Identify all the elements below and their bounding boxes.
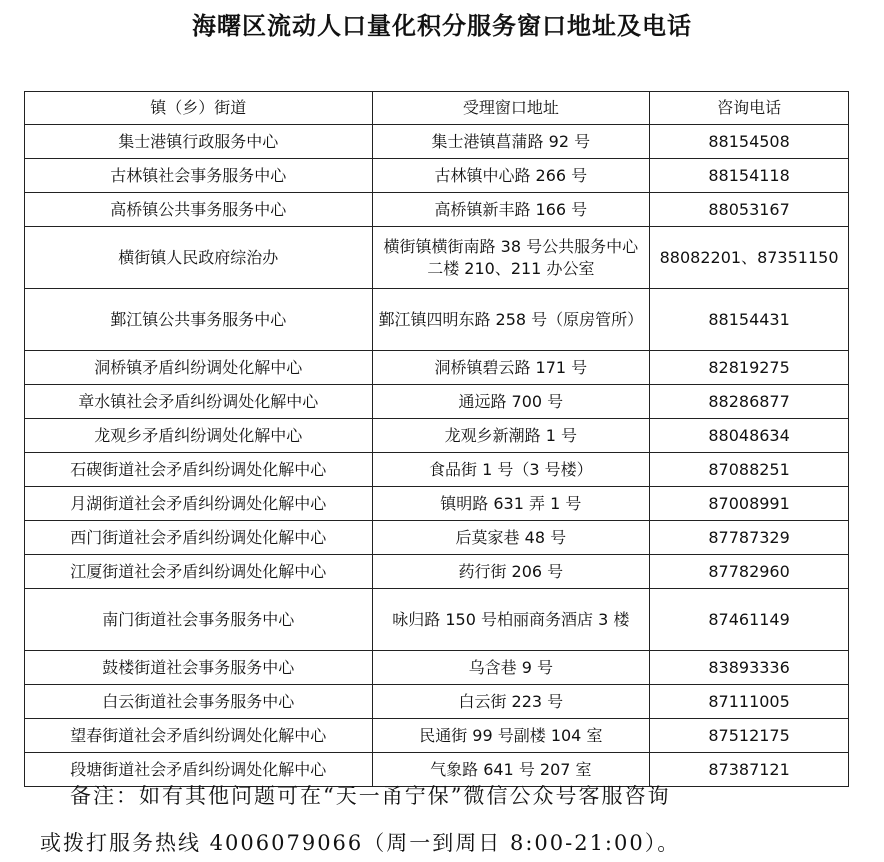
cell-town: 西门街道社会矛盾纠纷调处化解中心: [25, 521, 373, 555]
cell-address: 集士港镇菖蒲路 92 号: [372, 125, 650, 159]
cell-phone: 88154431: [650, 289, 849, 351]
cell-town: 江厦街道社会矛盾纠纷调处化解中心: [25, 555, 373, 589]
cell-town: 古林镇社会事务服务中心: [25, 159, 373, 193]
cell-phone: 87512175: [650, 719, 849, 753]
table-row: [25, 289, 849, 351]
cell-town: 龙观乡矛盾纠纷调处化解中心: [25, 419, 373, 453]
window-address-table: [24, 91, 849, 787]
note-line-1: 备注：如有其他问题可在“天一甬宁保”微信公众号客服咨询: [70, 784, 671, 808]
cell-address: 气象路 641 号 207 室: [372, 753, 650, 787]
table-row: [25, 521, 849, 555]
cell-phone: 88154508: [650, 125, 849, 159]
table-row: [25, 555, 849, 589]
table-row: [25, 385, 849, 419]
cell-phone: 87111005: [650, 685, 849, 719]
cell-address: 通远路 700 号: [372, 385, 650, 419]
cell-phone: 88154118: [650, 159, 849, 193]
cell-address: 民通街 99 号副楼 104 室: [372, 719, 650, 753]
cell-town: 望春街道社会矛盾纠纷调处化解中心: [25, 719, 373, 753]
cell-phone: 88082201、87351150: [650, 227, 849, 289]
cell-address: 高桥镇新丰路 166 号: [372, 193, 650, 227]
cell-town: 鄞江镇公共事务服务中心: [25, 289, 373, 351]
cell-address: 洞桥镇碧云路 171 号: [372, 351, 650, 385]
page-title: 海曙区流动人口量化积分服务窗口地址及电话: [192, 11, 692, 40]
table-row: [25, 159, 849, 193]
cell-town: 白云街道社会事务服务中心: [25, 685, 373, 719]
cell-town: 月湖街道社会矛盾纠纷调处化解中心: [25, 487, 373, 521]
table-row: [25, 351, 849, 385]
cell-address: 龙观乡新潮路 1 号: [372, 419, 650, 453]
cell-town: 南门街道社会事务服务中心: [25, 589, 373, 651]
cell-town: 高桥镇公共事务服务中心: [25, 193, 373, 227]
table-row: [25, 227, 849, 289]
cell-phone: 83893336: [650, 651, 849, 685]
cell-town: 洞桥镇矛盾纠纷调处化解中心: [25, 351, 373, 385]
cell-address: 乌含巷 9 号: [372, 651, 650, 685]
table-row: [25, 719, 849, 753]
cell-address: 古林镇中心路 266 号: [372, 159, 650, 193]
cell-address: 白云街 223 号: [372, 685, 650, 719]
table-row: [25, 685, 849, 719]
cell-phone: 88048634: [650, 419, 849, 453]
cell-address: 药行街 206 号: [372, 555, 650, 589]
cell-phone: 88053167: [650, 193, 849, 227]
table-row: [25, 651, 849, 685]
cell-phone: 87787329: [650, 521, 849, 555]
table-row: [25, 589, 849, 651]
cell-town: 鼓楼街道社会事务服务中心: [25, 651, 373, 685]
cell-phone: 82819275: [650, 351, 849, 385]
cell-phone: 87461149: [650, 589, 849, 651]
table-row: [25, 193, 849, 227]
table-row: [25, 487, 849, 521]
cell-town: 段塘街道社会矛盾纠纷调处化解中心: [25, 753, 373, 787]
cell-town: 章水镇社会矛盾纠纷调处化解中心: [25, 385, 373, 419]
cell-address: 镇明路 631 弄 1 号: [372, 487, 650, 521]
table-row: [25, 125, 849, 159]
cell-town: 石碶街道社会矛盾纠纷调处化解中心: [25, 453, 373, 487]
column-header-address: 受理窗口地址: [372, 92, 650, 125]
cell-phone: 88286877: [650, 385, 849, 419]
cell-phone: 87782960: [650, 555, 849, 589]
cell-phone: 87088251: [650, 453, 849, 487]
cell-phone: 87387121: [650, 753, 849, 787]
cell-phone: 87008991: [650, 487, 849, 521]
cell-address: 食品街 1 号（3 号楼）: [372, 453, 650, 487]
note-line-2: 或拨打服务热线 4006079066（周一到周日 8:00-21:00）。: [40, 831, 681, 855]
cell-address: 咏归路 150 号柏丽商务酒店 3 楼: [372, 589, 650, 651]
table-header-row: [25, 92, 849, 125]
column-header-phone: 咨询电话: [650, 92, 849, 125]
table-row: [25, 419, 849, 453]
cell-address: 鄞江镇四明东路 258 号（原房管所）: [372, 289, 650, 351]
cell-town: 集士港镇行政服务中心: [25, 125, 373, 159]
cell-town: 横街镇人民政府综治办: [25, 227, 373, 289]
table-row: [25, 453, 849, 487]
cell-address: 后莫家巷 48 号: [372, 521, 650, 555]
cell-address: 横街镇横街南路 38 号公共服务中心二楼 210、211 办公室: [372, 227, 650, 289]
column-header-town: 镇（乡）街道: [25, 92, 373, 125]
